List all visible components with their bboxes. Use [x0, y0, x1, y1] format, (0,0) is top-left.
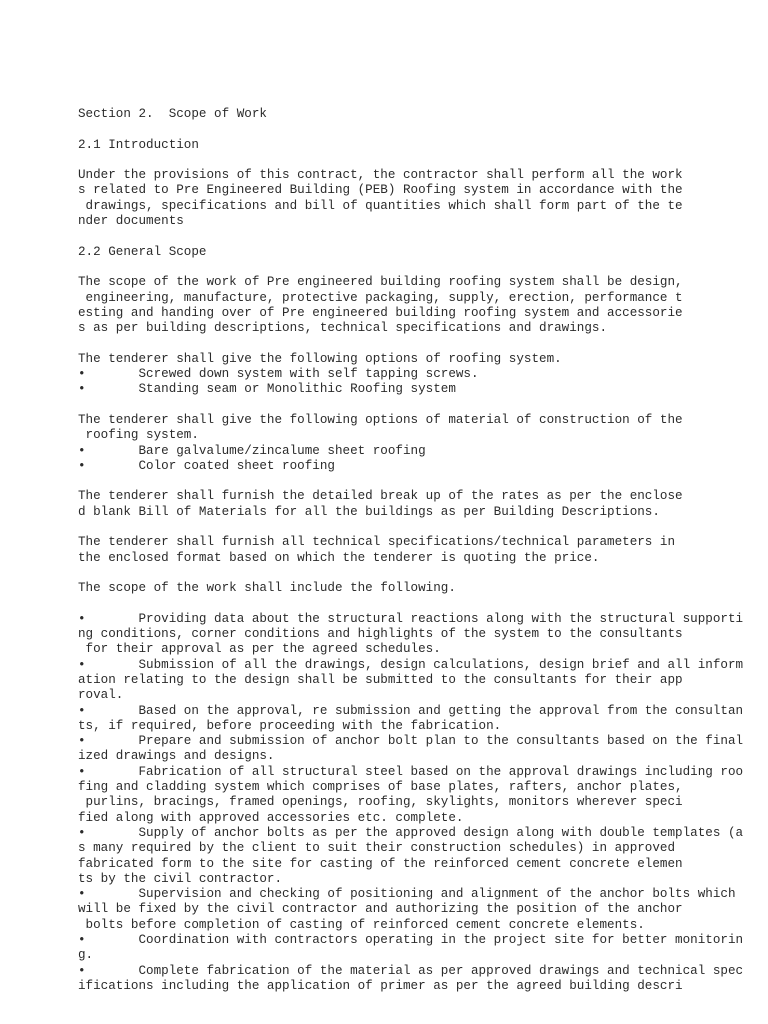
text-line: Section 2. Scope of Work	[78, 107, 267, 121]
text-line: s as per building descriptions, technical specifications and drawings.	[78, 321, 608, 336]
text-line: nder documents	[78, 214, 184, 229]
text-line: Under the provisions of this contract, the contractor shall perform all the work	[78, 168, 683, 183]
text-line: 2.1 Introduction	[78, 137, 199, 152]
text-line: esting and handing over of Pre engineered building roofing system and accessorie	[78, 305, 683, 320]
blank-line	[78, 566, 758, 581]
text-line: • Supply of anchor bolts as per the approved design along with double templates (a	[78, 825, 744, 840]
text-line: roofing system.	[78, 428, 199, 443]
text-line: The tenderer shall give the following options of material of construction of the	[78, 412, 683, 427]
text-line: fabricated form to the site for casting of the reinforced cement concrete elemen	[78, 856, 683, 871]
text-line: for their approval as per the agreed schedules.	[78, 642, 441, 657]
text-line: ation relating to the design shall be submitted to the consultants for their app	[78, 672, 683, 687]
text-line: The tenderer shall furnish all technical specifications/technical parameters in	[78, 535, 676, 550]
text-line: • Color coated sheet roofing	[78, 458, 335, 473]
text-line: The tenderer shall furnish the detailed break up of the rates as per the enclose	[78, 489, 683, 504]
blank-line	[78, 153, 758, 168]
text-line: d blank Bill of Materials for all the buildings as per Building Descriptions.	[78, 504, 660, 519]
text-line: The scope of the work of Pre engineered building roofing system shall be design,	[78, 275, 683, 290]
text-line: s many required by the client to suit their construction schedules) in approved	[78, 841, 676, 856]
text-line: • Fabrication of all structural steel based on the approval drawings including roo	[78, 764, 744, 779]
text-line: s related to Pre Engineered Building (PEB) Roofing system in accordance with the	[78, 183, 683, 198]
text-line: fing and cladding system which comprises of base plates, rafters, anchor plates,	[78, 780, 683, 795]
blank-line	[78, 398, 758, 413]
text-line: • Screwed down system with self tapping screws.	[78, 367, 479, 382]
text-line: ts, if required, before proceeding with the fabrication.	[78, 718, 502, 733]
text-line: bolts before completion of casting of reinforced cement concrete elements.	[78, 917, 645, 932]
document-body	[78, 107, 758, 994]
text-line: g.	[78, 948, 94, 963]
text-line: fied along with approved accessories etc. complete.	[78, 810, 464, 825]
text-line: • Bare galvalume/zincalume sheet roofing	[78, 443, 426, 458]
blank-line	[78, 122, 758, 137]
text-line: • Supervision and checking of positioning and alignment of the anchor bolts which	[78, 887, 736, 902]
text-line: 2.2 General Scope	[78, 244, 207, 259]
text-line: the enclosed format based on which the tenderer is quoting the price.	[78, 550, 600, 565]
text-line: purlins, bracings, framed openings, roofing, skylights, monitors wherever speci	[78, 795, 683, 810]
blank-line	[78, 520, 758, 535]
text-line: • Coordination with contractors operating in the project site for better monitorin	[78, 933, 744, 948]
text-line: ng conditions, corner conditions and highlights of the system to the consultants	[78, 627, 683, 642]
text-line: The tenderer shall give the following options of roofing system.	[78, 351, 562, 366]
blank-line	[78, 229, 758, 244]
text-line: engineering, manufacture, protective packaging, supply, erection, performance t	[78, 290, 683, 305]
blank-line	[78, 336, 758, 351]
text-line: drawings, specifications and bill of quantities which shall form part of the te	[78, 198, 683, 213]
text-line: roval.	[78, 688, 124, 703]
text-line: will be fixed by the civil contractor and authorizing the position of the anchor	[78, 902, 683, 917]
text-line: • Standing seam or Monolithic Roofing system	[78, 382, 456, 397]
text-line: • Complete fabrication of the material as per approved drawings and technical spec	[78, 963, 744, 978]
blank-line	[78, 597, 758, 612]
text-line: • Providing data about the structural reactions along with the structural supporti	[78, 611, 744, 626]
text-line: ts by the civil contractor.	[78, 871, 283, 886]
text-line: ifications including the application of primer as per the agreed building descri	[78, 978, 683, 993]
text-line: ized drawings and designs.	[78, 749, 275, 764]
text-line: • Submission of all the drawings, design calculations, design brief and all inform	[78, 657, 744, 672]
blank-line	[78, 260, 758, 275]
text-line: • Based on the approval, re submission and getting the approval from the consultan	[78, 703, 744, 718]
text-line: • Prepare and submission of anchor bolt plan to the consultants based on the final	[78, 734, 744, 749]
text-line: The scope of the work shall include the following.	[78, 581, 456, 596]
blank-line	[78, 474, 758, 489]
